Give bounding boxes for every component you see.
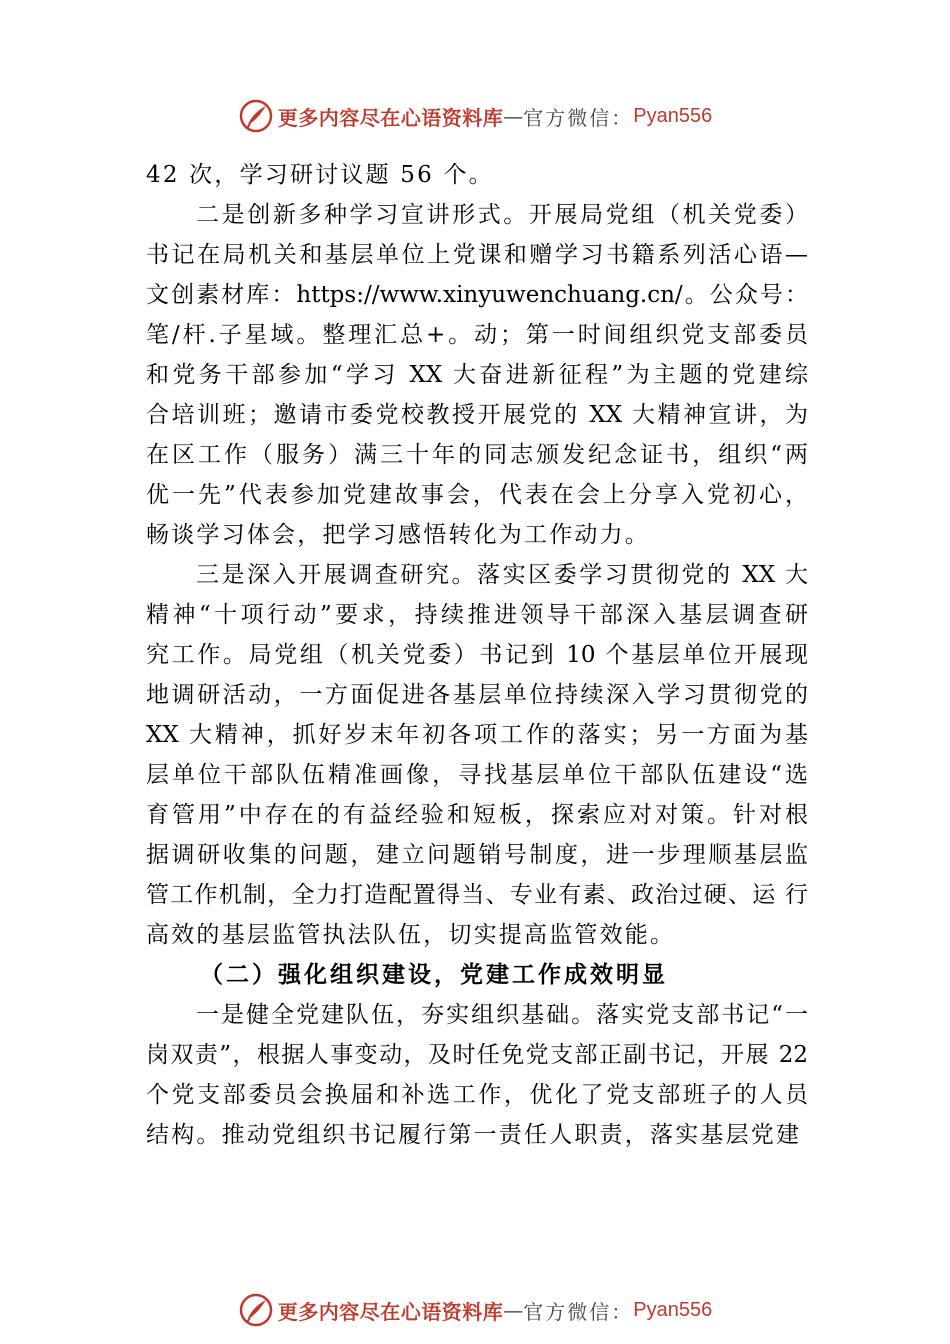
header-banner: [0, 96, 950, 136]
text-line: 42 次，学习研讨议题 56 个。: [146, 162, 494, 188]
banner-account: Pyan556: [633, 1298, 713, 1321]
text-line: 地调研活动，一方面促进各基层单位持续深入学习贯彻党的: [146, 682, 808, 708]
text-line: 精神“十项行动”要求，持续推进领导干部深入基层调查研: [146, 602, 808, 628]
text-line: 管工作机制，全力打造配置得当、专业有素、政治过硬、运 行: [146, 882, 808, 908]
banner-label: 官方微信：: [523, 105, 634, 130]
banner-prefix: 更多内容尽在心语资料库: [277, 105, 504, 130]
text-line: 合培训班；邀请市委党校教授开展党的 XX 大精神宣讲，为: [146, 402, 808, 428]
section-heading: [146, 955, 808, 995]
text-line: 三是深入开展调查研究。落实区委学习贯彻党的 XX 大: [196, 562, 808, 588]
text-line: 文创素材库：https://www.xinyuwenchuang.cn/。公众号：: [146, 282, 808, 308]
text-line: 个党支部委员会换届和补选工作，优化了党支部班子的人员: [146, 1082, 808, 1108]
paragraph: [146, 555, 808, 955]
text-line: 究工作。局党组（机关党委）书记到 10 个基层单位开展现: [146, 642, 808, 668]
text-line: 书记在局机关和基层单位上党课和赠学习书籍系列活心语—: [146, 242, 808, 268]
banner-prefix: 更多内容尽在心语资料库: [277, 1299, 504, 1324]
quill-logo-icon: [238, 98, 274, 134]
text-line: 高效的基层监管执法队伍，切实提高监管效能。: [146, 922, 676, 948]
document-body: [146, 155, 808, 1155]
quill-logo-icon: [238, 1292, 274, 1328]
text-line: 一是健全党建队伍，夯实组织基础。落实党支部书记“一: [196, 1002, 808, 1028]
paragraph: [146, 995, 808, 1155]
text-line: 优一先”代表参加党建故事会，代表在会上分享入党初心，: [146, 482, 808, 508]
text-line: 笔/杆.子星域。整理汇总+。动；第一时间组织党支部委员: [146, 322, 808, 348]
text-line: （二）强化组织建设，党建工作成效明显: [200, 961, 668, 988]
paragraph: [146, 155, 808, 195]
text-line: 和党务干部参加“学习 XX 大奋进新征程”为主题的党建综: [146, 362, 808, 388]
text-line: 结构。推动党组织书记履行第一责任人职责，落实基层党建: [146, 1122, 802, 1148]
text-line: 在区工作（服务）满三十年的同志颁发纪念证书，组织“两: [146, 442, 808, 468]
banner-dash: —: [503, 1298, 524, 1322]
text-line: 岗双责”，根据人事变动，及时任免党支部正副书记，开展 22: [146, 1042, 808, 1068]
text-line: 层单位干部队伍精准画像，寻找基层单位干部队伍建设“选: [146, 762, 808, 788]
text-line: 育管用”中存在的有益经验和短板，探索应对对策。针对根: [146, 802, 808, 828]
paragraph: [146, 195, 808, 555]
text-line: XX 大精神，抓好岁末年初各项工作的落实；另一方面为基: [146, 722, 808, 748]
footer-banner: [0, 1290, 950, 1330]
banner-label: 官方微信：: [523, 1299, 634, 1324]
banner-dash: —: [503, 104, 524, 128]
text-line: 据调研收集的问题，建立问题销号制度，进一步理顺基层监: [146, 842, 808, 868]
banner-account: Pyan556: [633, 104, 713, 127]
text-line: 二是创新多种学习宣讲形式。开展局党组（机关党委）: [196, 202, 808, 228]
text-line: 畅谈学习体会，把学习感悟转化为工作动力。: [146, 522, 650, 548]
